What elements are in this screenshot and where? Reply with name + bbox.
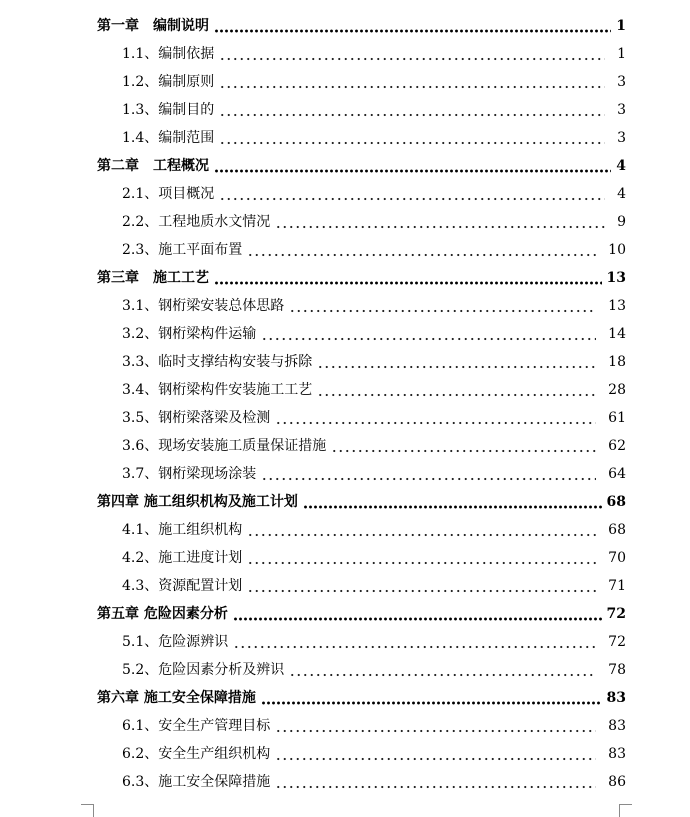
toc-entry-page: 3 [617, 102, 626, 118]
toc-entry-label: 2.2、工程地质水文情况 [122, 214, 271, 230]
toc-section-3-5[interactable] [122, 404, 626, 432]
toc-section-6-3[interactable] [122, 768, 626, 796]
toc-entry-label: 第四章 施工组织机构及施工计划 [97, 494, 298, 510]
toc-section-3-2[interactable] [122, 320, 626, 348]
corner-mark-bottom-right-horizontal [619, 804, 632, 805]
toc-entry-label: 第六章 施工安全保障措施 [97, 690, 256, 706]
dot-leader [247, 561, 596, 565]
toc-entry-label: 6.3、施工安全保障措施 [122, 774, 271, 790]
toc-entry-page: 72 [608, 634, 626, 650]
dot-leader [233, 645, 596, 649]
dot-leader [303, 505, 602, 509]
toc-section-4-1[interactable] [122, 516, 626, 544]
toc-entry-page: 83 [608, 718, 626, 734]
toc-entry-page: 72 [606, 606, 626, 622]
dot-leader [317, 393, 596, 397]
toc-entry-page: 71 [608, 578, 626, 594]
toc-section-6-2[interactable] [122, 740, 626, 768]
dot-leader [219, 197, 605, 201]
toc-entry-label: 第五章 危险因素分析 [97, 606, 228, 622]
toc-entry-page: 14 [608, 326, 626, 342]
toc-entry-label: 1.2、编制原则 [122, 74, 215, 90]
dot-leader [261, 337, 596, 341]
toc-entry-page: 68 [608, 522, 626, 538]
toc-entry-label: 4.3、资源配置计划 [122, 578, 243, 594]
dot-leader [331, 449, 596, 453]
dot-leader [219, 141, 605, 145]
toc-entry-page: 64 [608, 466, 626, 482]
toc-entry-page: 1 [616, 18, 626, 34]
toc-chapter-6[interactable] [97, 684, 626, 712]
dot-leader [247, 533, 596, 537]
dot-leader [247, 253, 596, 257]
dot-leader [214, 169, 611, 173]
toc-entry-label: 3.3、临时支撑结构安装与拆除 [122, 354, 313, 370]
dot-leader [219, 85, 605, 89]
dot-leader [317, 365, 596, 369]
dot-leader [275, 757, 596, 761]
toc-section-5-2[interactable] [122, 656, 626, 684]
toc-section-2-2[interactable] [122, 208, 626, 236]
toc-entry-page: 83 [608, 746, 626, 762]
toc-entry-page: 78 [608, 662, 626, 678]
toc-chapter-1[interactable] [97, 12, 626, 40]
toc-entry-page: 9 [617, 214, 626, 230]
toc-chapter-2[interactable] [97, 152, 626, 180]
toc-section-2-1[interactable] [122, 180, 626, 208]
dot-leader [289, 309, 596, 313]
toc-entry-label: 第二章 工程概况 [97, 158, 209, 174]
toc-section-3-7[interactable] [122, 460, 626, 488]
toc-entry-label: 第三章 施工工艺 [97, 270, 209, 286]
toc-entry-page: 86 [608, 774, 626, 790]
toc-entry-label: 1.3、编制目的 [122, 102, 215, 118]
toc-section-3-1[interactable] [122, 292, 626, 320]
corner-mark-bottom-left-vertical [93, 804, 94, 817]
toc-entry-label: 5.2、危险因素分析及辨识 [122, 662, 285, 678]
dot-leader [275, 225, 605, 229]
dot-leader [233, 617, 602, 621]
toc-entry-page: 13 [606, 270, 626, 286]
toc-entry-label: 1.1、编制依据 [122, 46, 215, 62]
dot-leader [275, 729, 596, 733]
toc-entry-label: 3.4、钢桁梁构件安装施工工艺 [122, 382, 313, 398]
toc-section-3-6[interactable] [122, 432, 626, 460]
toc-entry-page: 3 [617, 74, 626, 90]
toc-entry-label: 6.2、安全生产组织机构 [122, 746, 271, 762]
toc-entry-label: 3.5、钢桁梁落梁及检测 [122, 410, 271, 426]
dot-leader [289, 673, 596, 677]
toc-entry-page: 4 [616, 158, 626, 174]
toc-entry-page: 61 [608, 410, 626, 426]
toc-entry-label: 5.1、危险源辨识 [122, 634, 229, 650]
toc-entry-label: 2.3、施工平面布置 [122, 242, 243, 258]
toc-entry-label: 3.2、钢桁梁构件运输 [122, 326, 257, 342]
toc-section-1-2[interactable] [122, 68, 626, 96]
toc-entry-label: 第一章 编制说明 [97, 18, 209, 34]
toc-entry-page: 28 [608, 382, 626, 398]
toc-entry-page: 70 [608, 550, 626, 566]
toc-section-1-1[interactable] [122, 40, 626, 68]
dot-leader [214, 281, 602, 285]
toc-section-1-3[interactable] [122, 96, 626, 124]
toc-section-4-2[interactable] [122, 544, 626, 572]
toc-entry-page: 13 [608, 298, 626, 314]
toc-entry-label: 4.1、施工组织机构 [122, 522, 243, 538]
toc-section-2-3[interactable] [122, 236, 626, 264]
toc-section-4-3[interactable] [122, 572, 626, 600]
toc-entry-page: 18 [608, 354, 626, 370]
toc-chapter-4[interactable] [97, 488, 626, 516]
corner-mark-bottom-right-vertical [619, 804, 620, 817]
toc-entry-page: 68 [606, 494, 626, 510]
dot-leader [219, 57, 605, 61]
toc-section-6-1[interactable] [122, 712, 626, 740]
dot-leader [261, 477, 596, 481]
toc-entry-page: 62 [608, 438, 626, 454]
dot-leader [275, 785, 596, 789]
toc-section-5-1[interactable] [122, 628, 626, 656]
toc-entry-label: 1.4、编制范围 [122, 130, 215, 146]
toc-section-3-3[interactable] [122, 348, 626, 376]
toc-entry-page: 1 [617, 46, 626, 62]
toc-entry-label: 4.2、施工进度计划 [122, 550, 243, 566]
toc-section-3-4[interactable] [122, 376, 626, 404]
toc-section-1-4[interactable] [122, 124, 626, 152]
toc-chapter-5[interactable] [97, 600, 626, 628]
toc-chapter-3[interactable] [97, 264, 626, 292]
toc-entry-label: 3.1、钢桁梁安装总体思路 [122, 298, 285, 314]
dot-leader [261, 701, 602, 705]
toc-entry-page: 4 [617, 186, 626, 202]
dot-leader [247, 589, 596, 593]
toc-entry-page: 3 [617, 130, 626, 146]
toc-entry-label: 3.6、现场安装施工质量保证措施 [122, 438, 327, 454]
toc-entry-label: 3.7、钢桁梁现场涂装 [122, 466, 257, 482]
dot-leader [214, 29, 611, 33]
toc-entry-label: 6.1、安全生产管理目标 [122, 718, 271, 734]
toc-entry-page: 10 [608, 242, 626, 258]
toc-entry-label: 2.1、项目概况 [122, 186, 215, 202]
table-of-contents [0, 12, 690, 796]
dot-leader [275, 421, 596, 425]
toc-entry-page: 83 [606, 690, 626, 706]
dot-leader [219, 113, 605, 117]
